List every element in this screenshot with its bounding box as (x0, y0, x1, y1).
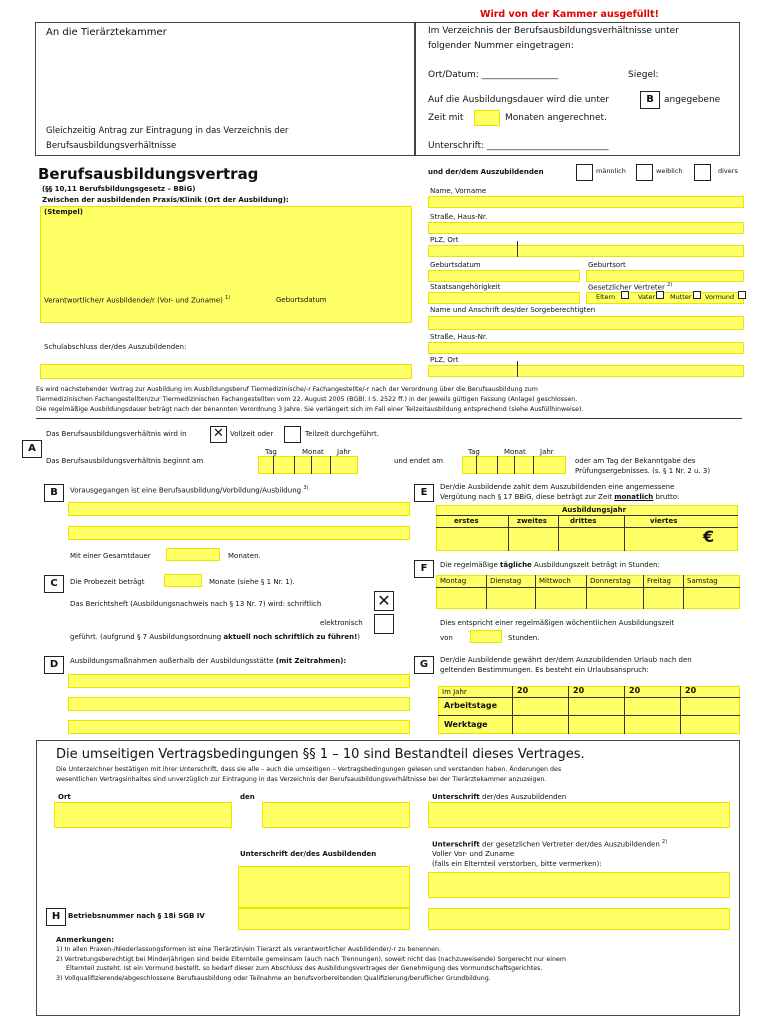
verzeichnis-line-1: Im Verzeichnis der Berufsausbildungsverhältnisse unter (428, 26, 679, 36)
beginnt-label: Das Berufsausbildungsverhältnis beginnt am (46, 457, 204, 465)
address-label: An die Tierärztekammer (46, 27, 167, 38)
den-label: den (240, 793, 255, 801)
eltern-label: Eltern (596, 293, 616, 301)
day-samstag: Samstag (687, 577, 718, 585)
anmerkungen-title: Anmerkungen: (56, 936, 115, 944)
schriftlich-checkbox[interactable]: ✕ (374, 591, 394, 611)
weiblich-checkbox[interactable] (636, 164, 653, 181)
sorge-strasse-label: Straße, Haus-Nr. (430, 333, 488, 341)
siegel: Siegel: (628, 70, 659, 80)
day-freitag: Freitag (647, 577, 671, 585)
endet-label: und endet am (394, 457, 444, 465)
kammer-note: Wird von der Kammer ausgefüllt! (480, 9, 659, 20)
ausbildungsmassnahmen-text: Ausbildungsmaßnahmen außerhalb der Ausbildungsstätte (70, 657, 274, 665)
section-f-box: F (414, 560, 434, 578)
divers-checkbox[interactable] (694, 164, 711, 181)
stunden-label: Stunden. (508, 634, 540, 642)
bestaetigung-line-2: wesentlichen Vertragsinhaltes sind unverzüglich zur Eintragung in das Verzeichnis der Berufsausbildungsverhältnisse bei der Tierärztekammer anzuzeigen. (56, 776, 547, 783)
sorge-strasse-field[interactable] (428, 342, 744, 354)
end-monat-label: Monat (504, 448, 526, 456)
vollzeit-label: Vollzeit oder (230, 430, 274, 438)
oder-line-1: oder am Tag der Bekanntgabe des (575, 457, 696, 465)
vertreter-footnote: 2) (667, 282, 673, 288)
antrag-line-2: Berufsausbildungsverhältnisse (46, 141, 177, 151)
urlaub-year-1: 20 (517, 686, 529, 695)
sorge-plz-label: PLZ, Ort (430, 356, 459, 364)
vertreter-sign-text: der gesetzlichen Vertreter der/des Auszubildenden (482, 840, 660, 849)
gefuehrt-text-b: aktuell noch schriftlich zu führen! (223, 633, 358, 641)
sorge-field[interactable] (428, 316, 744, 330)
urlaub-year-4: 20 (685, 686, 697, 695)
mutter-checkbox[interactable] (693, 291, 701, 299)
gesamtdauer-field[interactable] (166, 548, 220, 561)
verguetung-line-1: Der/die Ausbildende zahlt dem Auszubildenden eine angemessene (440, 483, 675, 491)
taegliche-label (440, 561, 660, 569)
vorbildung-field-1[interactable] (68, 502, 410, 516)
intro-line-1: Es wird nachstehender Vertrag zur Ausbildung im Ausbildungsberuf Tiermedizinische/-r Fachangestellte/-r nach der Verordnung über die Berufsausbildung zum (36, 386, 538, 393)
dauer-line-1: Auf die Ausbildungsdauer wird die unter (428, 95, 610, 105)
urlaub-line-b (438, 715, 740, 716)
law-reference: (§§ 10,11 Berufsbildungsgesetz – BBiG) (42, 185, 196, 193)
sorge-plz-divider (517, 361, 518, 377)
urlaub-line-2: geltenden Bestimmungen. Es besteht ein Urlaubsanspruch: (440, 666, 649, 674)
eltern-checkbox[interactable] (621, 291, 629, 299)
anrechnung-monate-field[interactable] (474, 110, 500, 126)
bestaetigung-line-1: Die Unterzeichner bestätigen mit ihrer Unterschrift, dass sie alle – auch die umseitigen – Vertragsbedingungen gelesen und verstanden haben. Änderungen des (56, 766, 562, 773)
vorausgegangen-text: Vorausgegangen ist eine Berufsausbildung/Vorbildung/Ausbildung (70, 486, 302, 495)
begin-monat-label: Monat (302, 448, 324, 456)
anmerkung-2b: Elternteil zusteht. Ist ein Vormund bestellt, so bedarf dieser zum Abschluss des Ausbildungsvertrages der Genehmigung des Vormundschaftsgerichtes. (66, 965, 543, 972)
schulabschluss-field[interactable] (40, 364, 412, 379)
stempel-field[interactable] (40, 206, 412, 323)
vertreter-sign-footnote: 2) (662, 839, 668, 845)
urlaub-year-2: 20 (573, 686, 585, 695)
begin-tag-label: Tag (265, 448, 277, 456)
urlaub-col-2 (568, 686, 569, 734)
schulabschluss-label: Schulabschluss der/des Auszubildenden: (44, 343, 187, 351)
end-sep-1 (476, 456, 477, 474)
ausbildende-geburtsdatum-label: Geburtsdatum (276, 296, 327, 304)
ort-label: Ort (58, 793, 71, 801)
unterschrift-ausbildende-label: Unterschrift der/des Ausbildenden (240, 850, 377, 858)
urlaub-line-1: Der/die Ausbildende gewährt der/dem Auszubildenden Urlaub nach den (440, 656, 692, 664)
wird-in-label: Das Berufsausbildungsverhältnis wird in (46, 430, 187, 438)
anmerkung-1: 1) In allen Praxen-/Niederlassungsformen ist eine Tierärztin/ein Tierarzt als verantwortlicher Ausbildender/-r zu benennen. (56, 946, 442, 953)
plz-divider (517, 241, 518, 257)
dauer-b-box: B (640, 91, 660, 109)
anmerkung-2a: 2) Vertretungsberechtigt bei Minderjährigen sind beide Elternteile gemeinsam (auch nach Trennungen), soweit nicht das (nachzuweisende) Sorgerecht nur einem (56, 956, 567, 963)
vormund-checkbox[interactable] (738, 291, 746, 299)
year-viertes: viertes (650, 517, 678, 525)
verantwortlich-label (44, 296, 230, 304)
end-sep-2 (497, 456, 498, 474)
azubi-name-label: Name, Vorname (430, 187, 487, 195)
gefuehrt-text-c: ) (357, 633, 361, 641)
sorge-plz-field[interactable] (428, 365, 744, 377)
teilzeit-label: Teilzeit durchgeführt. (305, 430, 380, 438)
year-erstes: erstes (454, 517, 479, 525)
day-donnerstag: Donnerstag (590, 577, 631, 585)
end-jahr-label: Jahr (540, 448, 554, 456)
bestandteil-heading: Die umseitigen Vertragsbedingungen §§ 1 – 10 sind Bestandteil dieses Vertrages. (56, 747, 585, 762)
elektronisch-checkbox[interactable] (374, 614, 394, 634)
anmerkung-3: 3) Vollqualifizierende/abgeschlossene Berufsausbildung oder Teilnahme an berufsvorbereitenden Qualifizierung/beruflicher Grundbildung. (56, 975, 491, 982)
gesamtdauer-monaten: Monaten. (228, 552, 261, 560)
weiblich-label: weiblich (656, 167, 683, 175)
maennlich-checkbox[interactable] (576, 164, 593, 181)
verguetung-col-1 (508, 515, 509, 551)
azubi-geburtsort-label: Geburtsort (588, 261, 626, 269)
divers-label: divers (718, 167, 738, 175)
between-label: Zwischen der ausbildenden Praxis/Klinik (Ort der Ausbildung): (42, 196, 289, 204)
woechentlich-label: Dies entspricht einer regelmäßigen wöchentlichen Ausbildungszeit (440, 619, 675, 627)
year-drittes: drittes (570, 517, 597, 525)
azubi-plz-field[interactable] (428, 245, 744, 257)
mutter-label: Mutter (670, 293, 692, 301)
voller-name-label: Voller Vor- und Zuname (432, 850, 515, 858)
day-mittwoch: Mittwoch (539, 577, 571, 585)
vertreter-text: Gesetzlicher Vertreter (588, 283, 665, 292)
probezeit-label: Die Probezeit beträgt (70, 578, 145, 586)
stempel-label: (Stempel) (44, 208, 83, 216)
azubi-heading: und der/dem Auszubildenden (428, 168, 544, 176)
azubi-geburtsdatum-field[interactable] (428, 270, 580, 282)
massnahmen-field-2[interactable] (68, 697, 410, 711)
stunden-col-2 (535, 575, 536, 609)
vorbildung-field-2[interactable] (68, 526, 410, 540)
taegliche-bold: tägliche (500, 561, 532, 569)
verantwortlich-footnote: 1) (225, 295, 231, 301)
azubi-strasse-field[interactable] (428, 222, 744, 234)
urlaub-year-3: 20 (629, 686, 641, 695)
im-jahr-label: Im Jahr (442, 688, 467, 696)
vater-checkbox[interactable] (656, 291, 664, 299)
unterschrift-azubi-text: der/des Auszubildenden (482, 793, 567, 801)
day-dienstag: Dienstag (490, 577, 522, 585)
massnahmen-field-3[interactable] (68, 720, 410, 734)
end-sep-4 (533, 456, 534, 474)
ausbildungsmassnahmen-bold: (mit Zeitrahmen): (275, 657, 347, 665)
unterschrift-azubi-label (432, 793, 566, 801)
vertreter-sign-label (432, 840, 667, 848)
vertreter-sign-field[interactable] (428, 872, 730, 898)
begin-sep-2 (294, 456, 295, 474)
intro-line-3: Die regelmäßige Ausbildungsdauer beträgt nach der benannten Verordnung 3 Jahre. Sie verlängert sich im Fall einer Teilzeitausbildung entsprechend (siehe Ausfüllhinweise). (36, 406, 584, 413)
azubi-plz-label: PLZ, Ort (430, 236, 459, 244)
oder-line-2: Prüfungsergebnisses. (s. § 1 Nr. 2 u. 3) (575, 467, 711, 475)
day-montag: Montag (440, 577, 467, 585)
ort-datum: Ort/Datum: _________________ (428, 70, 559, 80)
vater-label: Vater (638, 293, 656, 301)
azubi-strasse-label: Straße, Haus-Nr. (430, 213, 488, 221)
dauer-line-2b: Monaten angerechnet. (505, 113, 607, 123)
ausbildungsjahr-header: Ausbildungsjahr (562, 506, 627, 514)
woechentlich-field[interactable] (470, 630, 502, 643)
intro-line-2: Tiermedizinischen Fachangestellten/zur Tiermedizinischen Fachangestellten vom 22. August 2005 (BGBl. I S. 2522 ff.) in der jeweils gültigen Fassung (Anlage) geschlossen. (36, 396, 578, 403)
section-b-box: B (44, 484, 64, 502)
betriebsnummer-label: Betriebsnummer nach § 18i SGB IV (68, 912, 205, 920)
azubi-geburtsort-field[interactable] (586, 270, 744, 282)
vertreter-sign-field-2[interactable] (428, 908, 730, 930)
dauer-line-2a: Zeit mit (428, 113, 464, 123)
gefuehrt-label (70, 633, 360, 641)
taegliche-text-a: Die regelmäßige (440, 561, 498, 569)
teilzeit-checkbox[interactable] (284, 426, 301, 443)
verguetung-col-3 (624, 515, 625, 551)
end-tag-label: Tag (468, 448, 480, 456)
section-d-box: D (44, 656, 64, 674)
section-a-box: A (22, 440, 42, 458)
year-zweites: zweites (517, 517, 547, 525)
werktage-label: Werktage (444, 720, 488, 729)
betriebsnummer-field[interactable] (238, 908, 410, 930)
stunden-col-3 (586, 575, 587, 609)
vollzeit-checkbox[interactable]: ✕ (210, 426, 227, 443)
taegliche-text-c: Ausbildungszeit beträgt in Stunden: (534, 561, 660, 569)
section-g-box: G (414, 656, 434, 674)
massnahmen-field-1[interactable] (68, 674, 410, 688)
azubi-staat-field[interactable] (428, 292, 580, 304)
vertreter-sign-bold: Unterschrift (432, 840, 480, 849)
contract-title: Berufsausbildungsvertrag (38, 165, 259, 183)
von-label: von (440, 634, 453, 642)
verguetung-monatlich: monatlich (614, 493, 654, 501)
intro-divider (36, 418, 742, 419)
currency-symbol: € (703, 527, 715, 546)
arbeitstage-label: Arbeitstage (444, 701, 497, 710)
dauer-line-1b: angegebene (664, 95, 721, 105)
falls-label: (falls ein Elternteil verstorben, bitte vermerken): (432, 860, 602, 868)
section-e-box: E (414, 484, 434, 502)
verguetung-text-c: brutto: (655, 493, 680, 501)
unterschrift-azubi-bold: Unterschrift (432, 793, 480, 801)
ort-field[interactable] (54, 802, 232, 828)
datum-field[interactable] (262, 802, 410, 828)
unterschrift-azubi-field[interactable] (428, 802, 730, 828)
vorausgegangen-label (70, 486, 308, 494)
gesamtdauer-label: Mit einer Gesamtdauer (70, 552, 151, 560)
begin-jahr-label: Jahr (337, 448, 351, 456)
unterschrift-ausbildende-field[interactable] (238, 866, 410, 908)
end-sep-3 (514, 456, 515, 474)
verguetung-col-2 (558, 515, 559, 551)
azubi-staat-label: Staatsangehörigkeit (430, 283, 501, 291)
probezeit-monate: Monate (siehe § 1 Nr. 1). (209, 578, 295, 586)
vorausgegangen-footnote: 3) (303, 485, 309, 491)
probezeit-field[interactable] (164, 574, 202, 587)
verzeichnis-line-2: folgender Nummer eingetragen: (428, 41, 574, 51)
begin-sep-4 (330, 456, 331, 474)
antrag-line-1: Gleichzeitig Antrag zur Eintragung in das Verzeichnis der (46, 126, 289, 136)
azubi-geburtsdatum-label: Geburtsdatum (430, 261, 481, 269)
stunden-col-4 (643, 575, 644, 609)
ausbildungsmassnahmen-label (70, 657, 346, 665)
urlaub-col-1 (512, 686, 513, 734)
gefuehrt-text-a: geführt. (aufgrund § 7 Ausbildungsordnung (70, 633, 222, 641)
section-c-box: C (44, 575, 64, 593)
berichtsheft-label: Das Berichtsheft (Ausbildungsnachweis nach § 13 Nr. 7) wird: schriftlich (70, 600, 322, 608)
stunden-col-1 (486, 575, 487, 609)
verguetung-line-2 (440, 493, 679, 501)
section-h-box: H (46, 908, 66, 926)
stunden-col-5 (683, 575, 684, 609)
kammer-unterschrift: Unterschrift: ___________________________ (428, 141, 609, 151)
sorge-label: Name und Anschrift des/der Sorgeberechtigten (430, 306, 596, 314)
vormund-label: Vormund (705, 293, 735, 301)
urlaub-col-4 (680, 686, 681, 734)
begin-sep-1 (273, 456, 274, 474)
azubi-name-field[interactable] (428, 196, 744, 208)
verantwortlich-text: Verantwortliche/r Ausbildende/r (Vor- und Zuname) (44, 296, 223, 305)
maennlich-label: männlich (596, 167, 626, 175)
verguetung-text-a: Vergütung nach § 17 BBiG, diese beträgt zur Zeit (440, 493, 612, 501)
elektronisch-label: elektronisch (320, 619, 363, 627)
urlaub-col-3 (624, 686, 625, 734)
begin-sep-3 (311, 456, 312, 474)
